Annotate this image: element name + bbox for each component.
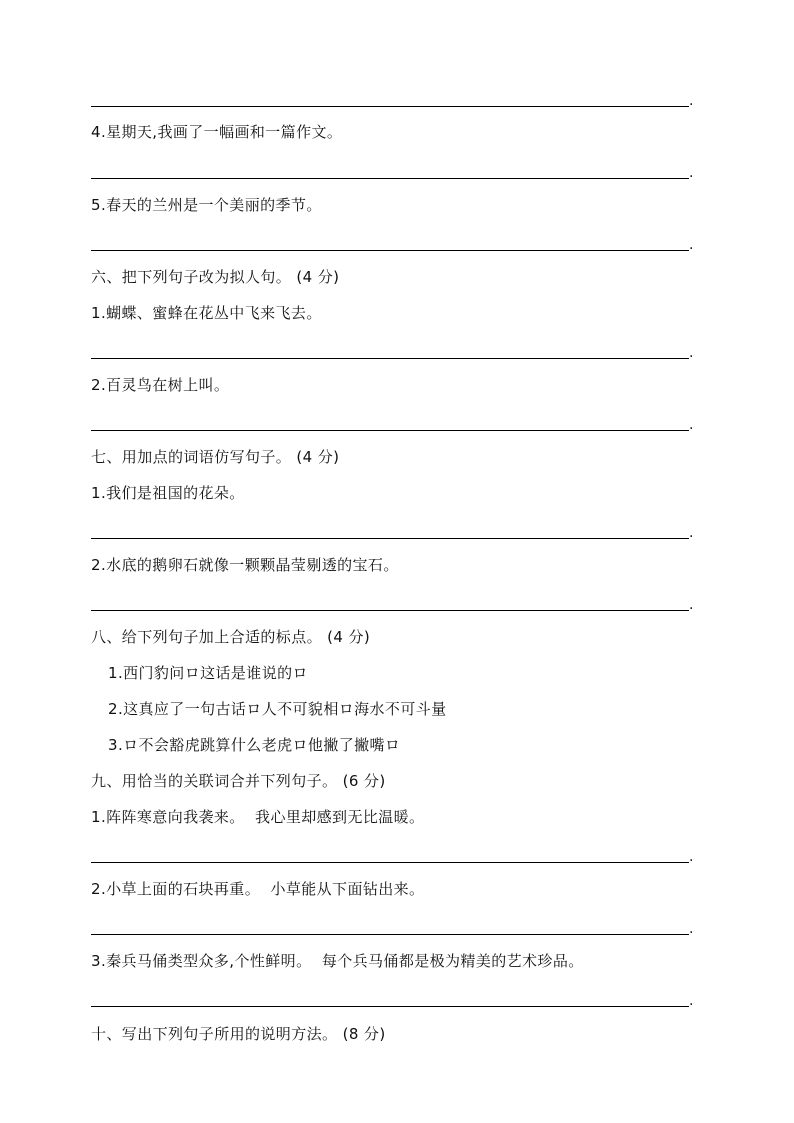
answer-line [91,538,689,539]
question-text: 2.水底的鹅卵石就像一颗颗晶莹剔透的宝石。 [91,556,399,574]
line-end-dot: . [689,345,694,361]
answer-line [91,1006,689,1007]
question-text: 1.蝴蝶、蜜蜂在花丛中飞来飞去。 [91,304,322,322]
answer-line [91,250,689,251]
answer-line [91,862,689,863]
answer-line [91,934,689,935]
line-end-dot: . [689,921,694,937]
section-heading: 七、用加点的词语仿写句子。 (4 分) [91,448,340,466]
answer-line [91,430,689,431]
question-text: 2.百灵鸟在树上叫。 [91,376,230,394]
question-text: 2.这真应了一句古话ロ人不可貌相ロ海水不可斗量 [108,700,447,718]
question-text: 3.秦兵马俑类型众多,个性鲜明。 每个兵马俑都是极为精美的艺术珍品。 [91,952,584,970]
answer-line [91,106,689,107]
section-heading: 八、给下列句子加上合适的标点。 (4 分) [91,628,371,646]
answer-line [91,358,689,359]
section-heading: 六、把下列句子改为拟人句。 (4 分) [91,268,340,286]
line-end-dot: . [689,237,694,253]
question-text: 1.阵阵寒意向我袭来。 我心里却感到无比温暖。 [91,808,425,826]
answer-line [91,610,689,611]
question-text: 3.ロ不会豁虎跳算什么老虎ロ他撇了撇嘴ロ [108,736,401,754]
answer-line [91,178,689,179]
line-end-dot: . [689,597,694,613]
line-end-dot: . [689,417,694,433]
question-text: 5.春天的兰州是一个美丽的季节。 [91,196,322,214]
line-end-dot: . [689,93,694,109]
line-end-dot: . [689,849,694,865]
line-end-dot: . [689,525,694,541]
line-end-dot: . [689,993,694,1009]
question-text: 1.我们是祖国的花朵。 [91,484,245,502]
question-text: 2.小草上面的石块再重。 小草能从下面钻出来。 [91,880,425,898]
section-heading: 十、写出下列句子所用的说明方法。 (8 分) [91,1025,386,1043]
line-end-dot: . [689,165,694,181]
question-text: 1.西门豹问ロ这话是谁说的ロ [108,664,308,682]
section-heading: 九、用恰当的关联词合并下列句子。 (6 分) [91,772,386,790]
question-text: 4.星期天,我画了一幅画和一篇作文。 [91,123,343,141]
